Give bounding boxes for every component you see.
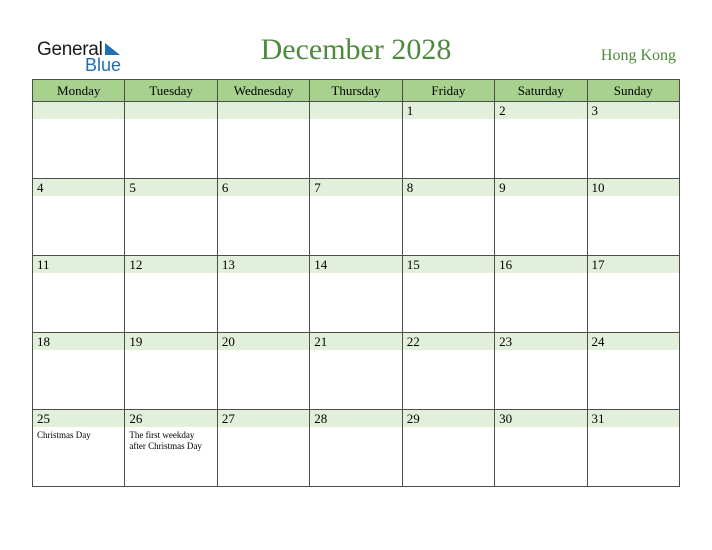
calendar-grid — [32, 79, 680, 487]
day-cell — [495, 102, 587, 179]
day-number: 29 — [403, 410, 494, 427]
holiday-label: Christmas Day — [37, 430, 91, 440]
day-cell — [33, 102, 125, 179]
day-cell — [125, 102, 217, 179]
week-row — [33, 179, 680, 256]
day-number — [218, 102, 309, 119]
day-cell — [587, 256, 679, 333]
day-number: 17 — [588, 256, 679, 273]
day-cell — [310, 410, 402, 487]
week-row — [33, 333, 680, 410]
day-cell — [495, 333, 587, 410]
day-cell — [217, 102, 309, 179]
day-cell — [217, 410, 309, 487]
day-cell — [310, 256, 402, 333]
day-cell — [402, 410, 494, 487]
day-number: 27 — [218, 410, 309, 427]
day-cell — [217, 333, 309, 410]
day-cell — [125, 410, 217, 487]
day-number: 14 — [310, 256, 401, 273]
day-number: 7 — [310, 179, 401, 196]
day-cell — [125, 179, 217, 256]
logo-text-general: General — [37, 39, 103, 60]
calendar-title: December 2028 — [260, 33, 452, 66]
day-number: 13 — [218, 256, 309, 273]
day-number: 10 — [588, 179, 679, 196]
day-number: 11 — [33, 256, 124, 273]
day-number: 5 — [125, 179, 216, 196]
day-number — [125, 102, 216, 119]
day-number: 15 — [403, 256, 494, 273]
region-label: Hong Kong — [600, 47, 676, 64]
day-cell — [310, 179, 402, 256]
day-number: 4 — [33, 179, 124, 196]
day-number: 22 — [403, 333, 494, 350]
weekday-header: Thursday — [310, 80, 402, 102]
weekday-header: Monday — [33, 80, 125, 102]
day-cell — [495, 410, 587, 487]
day-number: 8 — [403, 179, 494, 196]
holiday-label: The first weekday after Christmas Day — [129, 430, 202, 451]
day-number: 9 — [495, 179, 586, 196]
day-number: 2 — [495, 102, 586, 119]
day-number: 16 — [495, 256, 586, 273]
day-number — [310, 102, 401, 119]
weekday-header: Tuesday — [125, 80, 217, 102]
day-number: 18 — [33, 333, 124, 350]
day-number: 21 — [310, 333, 401, 350]
week-row — [33, 256, 680, 333]
day-cell — [402, 256, 494, 333]
day-cell — [587, 102, 679, 179]
day-number: 19 — [125, 333, 216, 350]
day-cell — [402, 179, 494, 256]
weekday-header: Wednesday — [217, 80, 309, 102]
day-cell — [125, 256, 217, 333]
day-number: 25 — [33, 410, 124, 427]
day-number: 28 — [310, 410, 401, 427]
weekday-header: Sunday — [587, 80, 679, 102]
day-number: 1 — [403, 102, 494, 119]
day-cell — [495, 256, 587, 333]
day-cell — [495, 179, 587, 256]
logo-text-blue: Blue — [85, 55, 122, 75]
day-number — [33, 102, 124, 119]
week-row — [33, 102, 680, 179]
day-number: 24 — [588, 333, 679, 350]
week-row — [33, 410, 680, 487]
day-number: 26 — [125, 410, 216, 427]
day-number: 6 — [218, 179, 309, 196]
day-number: 30 — [495, 410, 586, 427]
day-number: 31 — [588, 410, 679, 427]
weekday-header-row — [33, 80, 680, 102]
day-cell — [587, 179, 679, 256]
day-cell — [125, 333, 217, 410]
day-cell — [33, 179, 125, 256]
day-cell — [310, 102, 402, 179]
day-number: 20 — [218, 333, 309, 350]
day-cell — [402, 333, 494, 410]
day-cell — [310, 333, 402, 410]
day-number: 3 — [588, 102, 679, 119]
day-cell — [33, 333, 125, 410]
day-cell — [33, 256, 125, 333]
day-cell — [217, 179, 309, 256]
day-number: 12 — [125, 256, 216, 273]
weekday-header: Friday — [402, 80, 494, 102]
day-cell — [217, 256, 309, 333]
day-number: 23 — [495, 333, 586, 350]
day-cell — [402, 102, 494, 179]
day-cell — [33, 410, 125, 487]
day-cell — [587, 410, 679, 487]
day-cell — [587, 333, 679, 410]
weekday-header: Saturday — [495, 80, 587, 102]
